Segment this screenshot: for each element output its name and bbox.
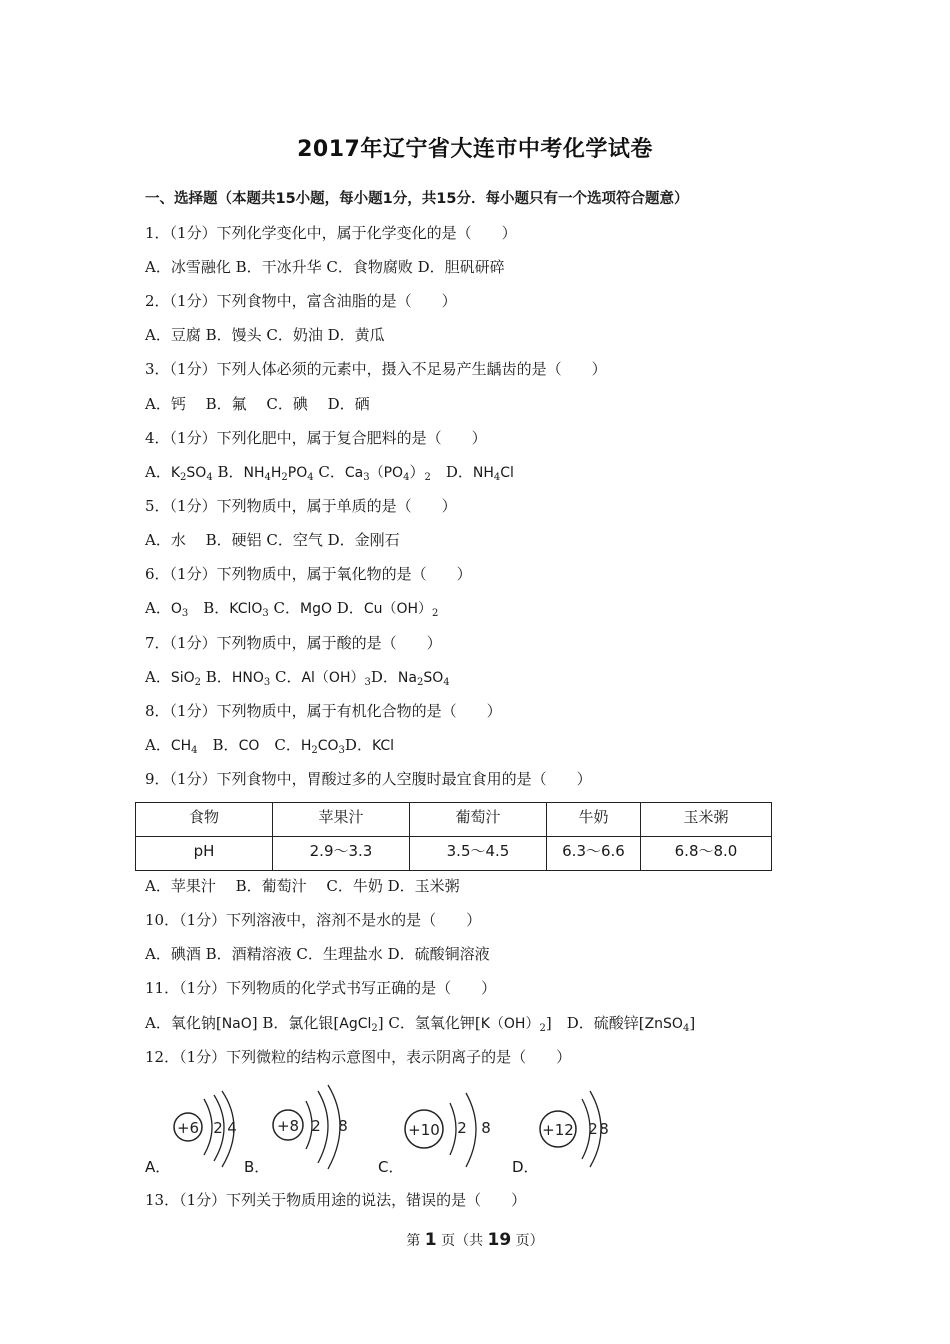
option-letter-d: D． — [512, 1158, 539, 1176]
table-cell: pH — [136, 837, 273, 871]
question-4-stem: 4．（1分）下列化肥中，属于复合肥料的是（ ） — [145, 429, 487, 447]
atom-diagram-a — [168, 1085, 248, 1175]
nucleus-charge: +10 — [408, 1121, 440, 1139]
atom-diagram-d — [538, 1085, 618, 1175]
question-8-options: A．$CH_4$ B．CO C．$H_2CO_3D$．KCl — [145, 736, 395, 756]
question-8-stem: 8．（1分）下列物质中，属于有机化合物的是（ ） — [145, 702, 502, 720]
shell-electrons: 2 — [457, 1119, 467, 1137]
question-7-stem: 7．（1分）下列物质中，属于酸的是（ ） — [145, 634, 442, 652]
option-letter-a: A． — [145, 1158, 171, 1176]
question-10-stem: 10．（1分）下列溶液中，溶剂不是水的是（ ） — [145, 911, 482, 929]
table-cell: 食物 — [136, 803, 273, 837]
nucleus-charge: +8 — [276, 1117, 300, 1135]
shell-electrons: 8 — [338, 1117, 348, 1135]
nucleus-charge: +12 — [542, 1121, 574, 1139]
table-cell: 6.8～8.0 — [641, 837, 772, 871]
table-cell: 玉米粥 — [641, 803, 772, 837]
page-number: 1 — [424, 1230, 437, 1250]
table-cell: 3.5～4.5 — [410, 837, 547, 871]
question-10-options: A．碘酒 B．酒精溶液 C．生理盐水 D．硫酸铜溶液 — [145, 945, 490, 963]
atom-diagram-c — [400, 1085, 500, 1175]
table-cell: 苹果汁 — [273, 803, 410, 837]
shell-electrons: 2 — [311, 1117, 321, 1135]
table-cell: 2.9～3.3 — [273, 837, 410, 871]
ph-table — [135, 802, 772, 871]
atom-diagram-b — [268, 1083, 358, 1173]
question-9-stem: 9．（1分）下列食物中，胃酸过多的人空腹时最宜食用的是（ ） — [145, 770, 592, 788]
table-cell: 6.3～6.6 — [547, 837, 641, 871]
nucleus-charge: +6 — [176, 1119, 200, 1137]
question-5-options: A．水 B．硬铝 C．空气 D．金刚石 — [145, 531, 400, 549]
question-2-stem: 2．（1分）下列食物中，富含油脂的是（ ） — [145, 292, 457, 310]
table-row — [136, 837, 772, 871]
shell-electrons: 8 — [481, 1119, 491, 1137]
exam-title: 2017年辽宁省大连市中考化学试卷 — [297, 137, 653, 162]
table-cell: 葡萄汁 — [410, 803, 547, 837]
page-total: 19 — [487, 1230, 512, 1250]
table-header-row — [136, 803, 772, 837]
question-11-stem: 11．（1分）下列物质的化学式书写正确的是（ ） — [145, 979, 497, 997]
section-heading: 一、选择题（本题共15小题，每小题1分，共15分．每小题只有一个选项符合题意） — [145, 191, 689, 207]
question-13-stem: 13．（1分）下列关于物质用途的说法，错误的是（ ） — [145, 1191, 527, 1209]
shell-electrons: 8 — [599, 1120, 609, 1138]
question-9-options: A．苹果汁 B．葡萄汁 C．牛奶 D．玉米粥 — [145, 877, 460, 895]
question-11-options: A．氧化钠[NaO] B．氯化银[AgCl$_2$] C．氢氧化钾$[K(OH)_2]$ D．硫酸锌[ZnSO$_4$] — [145, 1014, 696, 1034]
question-2-options: A．豆腐 B．馒头 C．奶油 D．黄瓜 — [145, 326, 385, 344]
question-7-options: A．SiO$_2$ B．$HNO_3$ C．$Al(OH)_3D$．$Na_2SO_4$ — [145, 668, 450, 688]
question-1-options: A．冰雪融化 B．干冰升华 C．食物腐败 D．胆矾研碎 — [145, 258, 505, 276]
option-letter-c: C． — [378, 1158, 404, 1176]
question-6-stem: 6．（1分）下列物质中，属于氧化物的是（ ） — [145, 565, 472, 583]
question-1-stem: 1．（1分）下列化学变化中，属于化学变化的是（ ） — [145, 224, 517, 242]
shell-electrons: 4 — [227, 1119, 237, 1137]
question-4-options: A．$K_2SO_4$ B．$NH_4H_2PO_4$ C．$Ca_3(PO_4)_2$ D．$NH_4Cl$ — [145, 463, 514, 483]
question-3-stem: 3．（1分）下列人体必须的元素中，摄入不足易产生龋齿的是（ ） — [145, 360, 607, 378]
shell-electrons: 2 — [588, 1120, 598, 1138]
question-3-options: A．钙 B．氟 C．碘 D．硒 — [145, 395, 370, 413]
option-letter-b: B． — [244, 1158, 270, 1176]
question-12-stem: 12．（1分）下列微粒的结构示意图中，表示阴离子的是（ ） — [145, 1048, 572, 1066]
question-5-stem: 5．（1分）下列物质中，属于单质的是（ ） — [145, 497, 457, 515]
question-6-options: A．$O_3$ B．KClO$_3$ C．MgO D．$Cu(OH)_2$ — [145, 599, 439, 619]
shell-electrons: 2 — [213, 1119, 223, 1137]
page-footer: 第 1 页（共 19 页） — [406, 1230, 544, 1250]
table-cell: 牛奶 — [547, 803, 641, 837]
